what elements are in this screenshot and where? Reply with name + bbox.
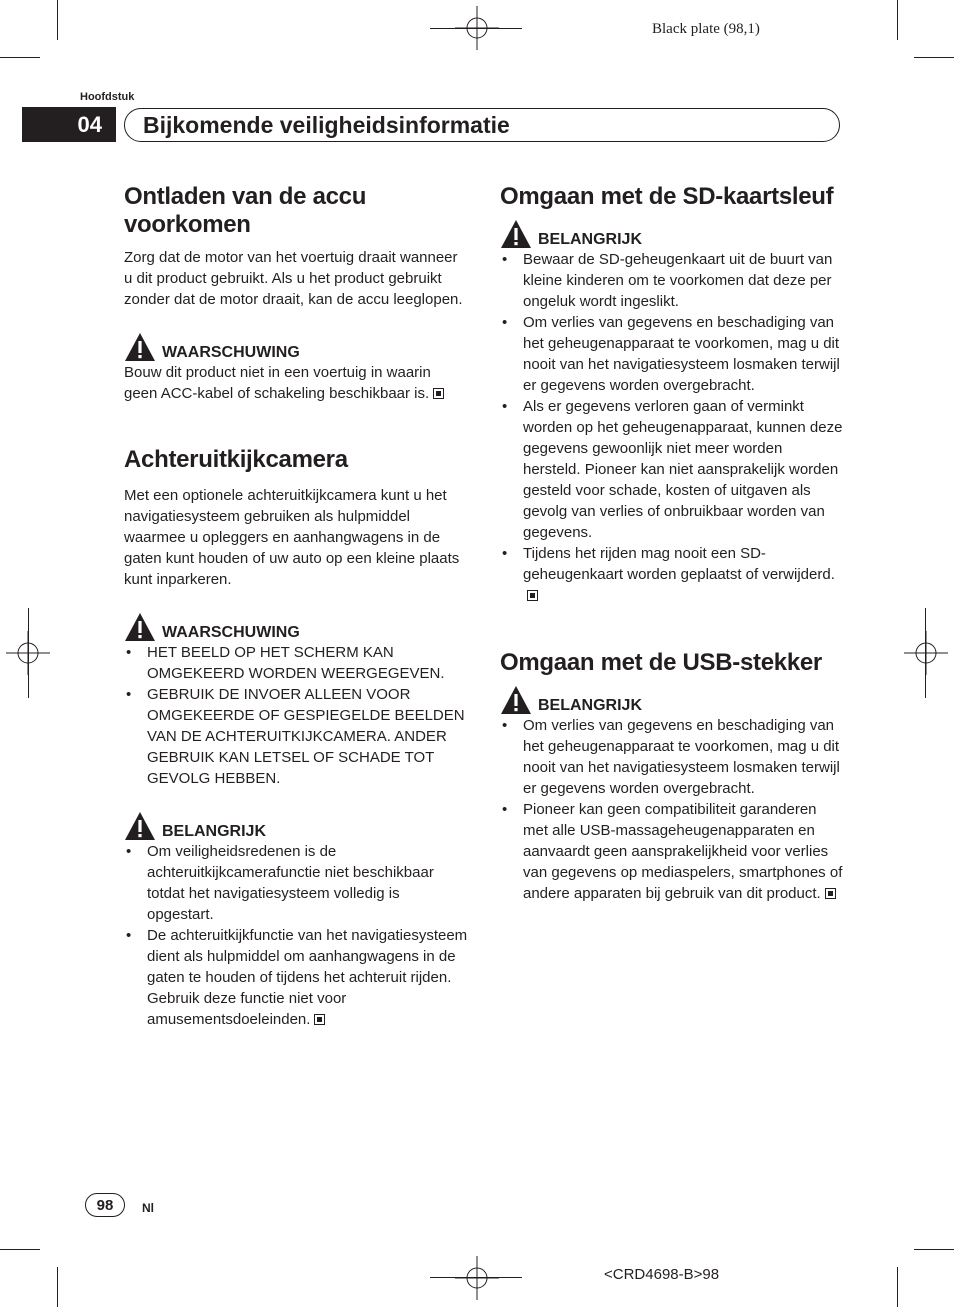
- section-title-usb: Omgaan met de USB-stekker: [500, 649, 822, 676]
- crop-mark: [430, 1277, 522, 1278]
- end-mark-icon: [314, 1014, 325, 1025]
- chapter-label: Hoofdstuk: [80, 91, 135, 103]
- left-column: [124, 183, 468, 1030]
- warning-triangle-icon: [500, 219, 532, 249]
- warning-triangle-icon: [124, 612, 156, 642]
- list-item: • Als er gegevens verloren gaan of verminkt worden op het geheugenapparaat, kunnen deze gegevens gewoonlijk niet meer worden hersteld. Pioneer kan niet aansprakelijk worden gesteld voor schade, kosten of uitgaven als gevolg van verlies of onbruikbaar worden van gegevens.: [500, 396, 844, 543]
- crop-mark: [0, 57, 40, 58]
- list-item: • Om veiligheidsredenen is de achteruitkijkcamerafunctie niet beschikbaar totdat het navigatiesysteem volledig is opgestart.: [124, 841, 468, 925]
- chapter-title-text: Bijkomende veiligheidsinformatie: [143, 111, 510, 138]
- warning-list: [124, 642, 468, 789]
- list-item: • HET BEELD OP HET SCHERM KAN OMGEKEERD WORDEN WEERGEGEVEN.: [124, 642, 468, 684]
- important-label: BELANGRIJK: [538, 231, 643, 248]
- list-item: • GEBRUIK DE INVOER ALLEEN VOOR OMGEKEERDE OF GESPIEGELDE BEELDEN VAN DE ACHTERUITKIJKCAMERA. ANDER GEBRUIK KAN LETSEL OF SCHADE TOT GEVOLG HEBBEN.: [124, 684, 468, 789]
- important-label: BELANGRIJK: [162, 823, 267, 840]
- section-body-battery: Zorg dat de motor van het voertuig draait wanneer u dit product gebruikt. Als u het product gebruikt zonder dat de motor draait, kan de accu leeglopen.: [124, 249, 463, 308]
- end-mark-icon: [825, 888, 836, 899]
- registration-mark-icon: [455, 1256, 499, 1300]
- warning-text: [124, 362, 468, 404]
- list-item-text: Pioneer kan geen compatibiliteit garanderen met alle USB-massageheugenapparaten en aanvaardt geen aansprakelijkheid voor verlies van gegevens op mediaspelers, smartphones of andere apparaten bij gebruik van dit product.: [523, 801, 843, 902]
- warning-text-content: Bouw dit product niet in een voertuig in waarin geen ACC-kabel of schakeling beschikbaar is.: [124, 364, 431, 402]
- section-title-camera: Achteruitkijkcamera: [124, 446, 348, 473]
- section-title-sd-slot: Omgaan met de SD-kaartsleuf: [500, 183, 834, 210]
- list-item: [500, 799, 844, 904]
- warning-notice: [124, 328, 468, 362]
- crop-mark: [914, 1249, 954, 1250]
- warning-triangle-icon: [500, 685, 532, 715]
- crop-mark: [57, 1267, 58, 1307]
- important-list: [500, 249, 844, 606]
- crop-mark: [57, 0, 58, 40]
- chapter-title: [124, 108, 840, 142]
- list-item-text: De achteruitkijkfunctie van het navigatiesysteem dient als hulpmiddel om aanhangwagens in de gaten te houden of tijdens het achteruit rijden. Gebruik deze functie niet voor amusementsdoeleinden.: [147, 927, 468, 1028]
- warning-notice: [124, 608, 468, 642]
- important-notice: [500, 681, 844, 715]
- crop-mark: [897, 0, 898, 40]
- page-number-text: 98: [96, 1196, 114, 1214]
- section-title-battery: Ontladen van de accu voorkomen: [124, 183, 367, 238]
- list-item: • Bewaar de SD-geheugenkaart uit de buurt van kleine kinderen om te voorkomen dat deze per ongeluk wordt ingeslikt.: [500, 249, 844, 312]
- end-mark-icon: [433, 388, 444, 399]
- plate-label: Black plate (98,1): [652, 21, 760, 37]
- registration-mark-icon: [904, 631, 948, 675]
- crop-mark: [430, 28, 522, 29]
- document-code: <CRD4698-B>98: [604, 1266, 720, 1283]
- crop-mark: [0, 1249, 40, 1250]
- section-body-camera: Met een optionele achteruitkijkcamera kunt u het navigatiesysteem gebruiken als hulpmiddel waarmee u opleggers en aanhangwagens in de gaten kunt houden of uw auto op een kleine plaats kunt inparkeren.: [124, 487, 460, 588]
- important-notice: [124, 807, 468, 841]
- important-notice: [500, 215, 844, 249]
- language-code: Nl: [142, 1201, 154, 1215]
- page-number: [85, 1193, 125, 1217]
- list-item: [500, 543, 844, 606]
- crop-mark: [925, 608, 926, 698]
- warning-triangle-icon: [124, 332, 156, 362]
- important-list: [124, 841, 468, 1030]
- warning-label: WAARSCHUWING: [162, 344, 300, 361]
- end-mark-icon: [527, 590, 538, 601]
- warning-triangle-icon: [124, 811, 156, 841]
- crop-mark: [914, 57, 954, 58]
- crop-mark: [897, 1267, 898, 1307]
- warning-label: WAARSCHUWING: [162, 624, 300, 641]
- important-list: [500, 715, 844, 904]
- important-label: BELANGRIJK: [538, 697, 643, 714]
- list-item: [124, 925, 468, 1030]
- right-column: [500, 183, 844, 904]
- list-item: • Om verlies van gegevens en beschadiging van het geheugenapparaat te voorkomen, mag u dit nooit van het navigatiesysteem losmaken terwijl er gegevens worden overgebracht.: [500, 312, 844, 396]
- crop-mark: [28, 608, 29, 698]
- chapter-number: 04: [22, 107, 116, 142]
- list-item: • Om verlies van gegevens en beschadiging van het geheugenapparaat te voorkomen, mag u dit nooit van het navigatiesysteem losmaken terwijl er gegevens worden overgebracht.: [500, 715, 844, 799]
- list-item-text: Tijdens het rijden mag nooit een SD-geheugenkaart worden geplaatst of verwijderd.: [523, 545, 835, 583]
